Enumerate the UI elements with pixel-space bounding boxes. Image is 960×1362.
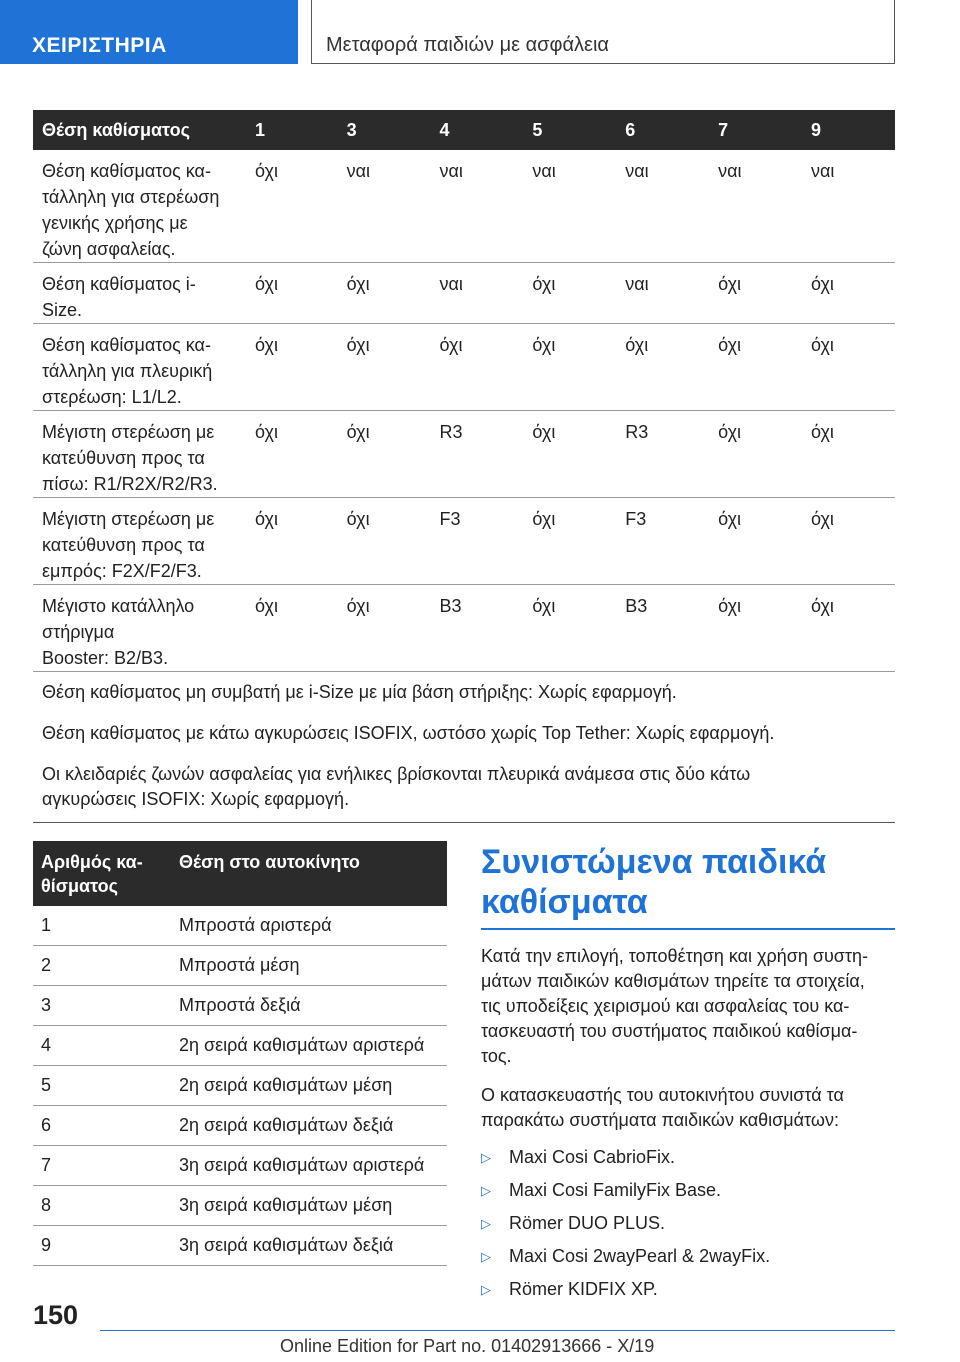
table-cell: ναι [616, 150, 709, 263]
table-row [33, 906, 447, 946]
seat-compatibility-table [33, 110, 895, 823]
table-row [33, 263, 895, 324]
table-cell: όχι [802, 498, 895, 585]
list-item [481, 1141, 895, 1174]
table-cell: όχι [709, 324, 802, 411]
table-cell: ναι [709, 150, 802, 263]
table-row [33, 1066, 447, 1106]
list-item-text: Römer DUO PLUS. [509, 1213, 666, 1233]
seat-position: 3η σειρά καθισμάτων αριστερά [171, 1146, 447, 1186]
section-heading: Συνιστώμενα παιδικά καθίσματα [481, 842, 895, 930]
triangle-bullet-icon: ▷ [481, 1282, 491, 1297]
chapter-title: Μεταφορά παιδιών με ασφάλεια [326, 34, 609, 56]
triangle-bullet-icon: ▷ [481, 1249, 491, 1264]
list-item [481, 1174, 895, 1207]
table-cell: όχι [709, 263, 802, 324]
table-row [33, 1186, 447, 1226]
column-header: Αριθμός κα- θίσματος [33, 841, 171, 906]
table-cell: ναι [616, 263, 709, 324]
table-cell: ναι [523, 150, 616, 263]
seat-position: Μπροστά μέση [171, 946, 447, 986]
table-row [33, 1026, 447, 1066]
list-item-text: Maxi Cosi FamilyFix Base. [509, 1180, 722, 1200]
seat-position: 3η σειρά καθισμάτων μέση [171, 1186, 447, 1226]
table-cell: όχι [616, 324, 709, 411]
recommended-section [481, 842, 895, 1306]
table-note: Θέση καθίσματος με κάτω αγκυρώσεις ISOFIX, ωστόσο χωρίς Top Tether: Χωρίς εφαρμογή. [42, 723, 775, 743]
table-cell: F3 [616, 498, 709, 585]
seat-position: 3η σειρά καθισμάτων δεξιά [171, 1226, 447, 1266]
table-cell: ναι [802, 150, 895, 263]
table-cell: όχι [338, 585, 431, 672]
table-cell: όχι [246, 150, 338, 263]
triangle-bullet-icon: ▷ [481, 1183, 491, 1198]
list-item-text: Maxi Cosi CabrioFix. [509, 1147, 676, 1167]
table-cell: F3 [431, 498, 524, 585]
seat-number: 3 [33, 986, 171, 1026]
column-header: 4 [431, 110, 524, 150]
table-cell: ναι [431, 150, 524, 263]
table-cell: ναι [338, 150, 431, 263]
seat-position: 2η σειρά καθισμάτων μέση [171, 1066, 447, 1106]
seat-number: 2 [33, 946, 171, 986]
table-cell: όχι [246, 585, 338, 672]
table-row [33, 150, 895, 263]
seat-position: Μπροστά αριστερά [171, 906, 447, 946]
row-label: Μέγιστη στερέωση με κατεύθυνση προς τα εμπρός: F2X/F2/F3. [33, 498, 246, 585]
table-cell: όχι [246, 411, 338, 498]
seat-number: 9 [33, 1226, 171, 1266]
table-cell: όχι [802, 411, 895, 498]
table-header-row [33, 841, 447, 906]
table-cell: όχι [338, 411, 431, 498]
table-cell: όχι [523, 498, 616, 585]
chapter-header [311, 0, 895, 64]
table-row [33, 1146, 447, 1186]
table-header-row [33, 110, 895, 150]
row-label: Θέση καθίσματος κα- τάλληλη για στερέωση γενικής χρήσης με ζώνη ασφαλείας. [33, 150, 246, 263]
table-cell: όχι [523, 324, 616, 411]
seat-position: Μπροστά δεξιά [171, 986, 447, 1026]
table-cell: όχι [802, 263, 895, 324]
paragraph: Κατά την επιλογή, τοποθέτηση και χρήση συστη- μάτων παιδικών καθισμάτων τηρείτε τα στοιχεία, τις υποδείξεις χειρισμού και ασφαλείας του κα- τασκευαστή του συστήματος παιδικού καθίσμα- τος. [481, 946, 869, 1066]
triangle-bullet-icon: ▷ [481, 1150, 491, 1165]
column-header: 5 [523, 110, 616, 150]
row-label: Μέγιστο κατάλληλο στήριγμα Booster: B2/B3. [33, 585, 246, 672]
table-cell: όχι [246, 498, 338, 585]
note-row [33, 672, 895, 714]
table-cell: R3 [431, 411, 524, 498]
table-cell: όχι [338, 263, 431, 324]
table-cell: όχι [523, 411, 616, 498]
table-cell: όχι [709, 498, 802, 585]
column-header: 1 [246, 110, 338, 150]
table-cell: ναι [431, 263, 524, 324]
table-cell: όχι [338, 498, 431, 585]
list-item-text: Römer KIDFIX XP. [509, 1279, 658, 1299]
section-title: ΧΕΙΡΙΣΤΗΡΙΑ [32, 34, 167, 57]
table-note: Θέση καθίσματος μη συμβατή με i-Size με μία βάση στήριξης: Χωρίς εφαρμογή. [42, 682, 677, 702]
recommended-list [481, 1141, 895, 1306]
paragraph: Ο κατασκευαστής του αυτοκινήτου συνιστά τα παρακάτω συστήματα παιδικών καθισμάτων: [481, 1085, 844, 1130]
seat-number: 4 [33, 1026, 171, 1066]
table-cell: όχι [246, 263, 338, 324]
seat-number: 8 [33, 1186, 171, 1226]
seat-number-table [33, 841, 447, 1266]
section-tab [0, 0, 298, 64]
table-cell: R3 [616, 411, 709, 498]
table-row [33, 1106, 447, 1146]
table-cell: όχι [523, 263, 616, 324]
table-cell: όχι [523, 585, 616, 672]
seat-number: 7 [33, 1146, 171, 1186]
seat-number: 5 [33, 1066, 171, 1106]
note-row [33, 713, 895, 754]
table-row [33, 411, 895, 498]
table-cell: B3 [431, 585, 524, 672]
row-label: Θέση καθίσματος i- Size. [33, 263, 246, 324]
table-row [33, 324, 895, 411]
list-item [481, 1240, 895, 1273]
table-row [33, 946, 447, 986]
seat-number: 1 [33, 906, 171, 946]
footer-text: Online Edition for Part no. 01402913666 - X/19 [280, 1336, 655, 1356]
column-header: Θέση καθίσματος [33, 110, 246, 150]
list-item-text: Maxi Cosi 2wayPearl & 2wayFix. [509, 1246, 771, 1266]
list-item [481, 1207, 895, 1240]
table-cell: όχι [709, 585, 802, 672]
table-cell: όχι [802, 585, 895, 672]
column-header: 9 [802, 110, 895, 150]
note-row [33, 754, 895, 823]
seat-position: 2η σειρά καθισμάτων αριστερά [171, 1026, 447, 1066]
table-cell: B3 [616, 585, 709, 672]
row-label: Θέση καθίσματος κα- τάλληλη για πλευρική στερέωση: L1/L2. [33, 324, 246, 411]
table-cell: όχι [802, 324, 895, 411]
table-cell: όχι [246, 324, 338, 411]
seat-position: 2η σειρά καθισμάτων δεξιά [171, 1106, 447, 1146]
row-label: Μέγιστη στερέωση με κατεύθυνση προς τα πίσω: R1/R2X/R2/R3. [33, 411, 246, 498]
table-row [33, 986, 447, 1026]
column-header: 3 [338, 110, 431, 150]
seat-number: 6 [33, 1106, 171, 1146]
table-note: Οι κλειδαριές ζωνών ασφαλείας για ενήλικες βρίσκονται πλευρικά ανάμεσα στις δύο κάτω αγκυρώσεις ISOFIX: Χωρίς εφαρμογή. [33, 754, 895, 823]
table-cell: όχι [338, 324, 431, 411]
column-header: 7 [709, 110, 802, 150]
footer-divider [100, 1330, 895, 1331]
table-row [33, 585, 895, 672]
column-header: Θέση στο αυτοκίνητο [171, 841, 447, 906]
table-cell: όχι [709, 411, 802, 498]
table-row [33, 1226, 447, 1266]
column-header: 6 [616, 110, 709, 150]
table-cell: όχι [431, 324, 524, 411]
table-row [33, 498, 895, 585]
list-item [481, 1273, 895, 1306]
page-number: 150 [33, 1300, 79, 1330]
triangle-bullet-icon: ▷ [481, 1216, 491, 1231]
